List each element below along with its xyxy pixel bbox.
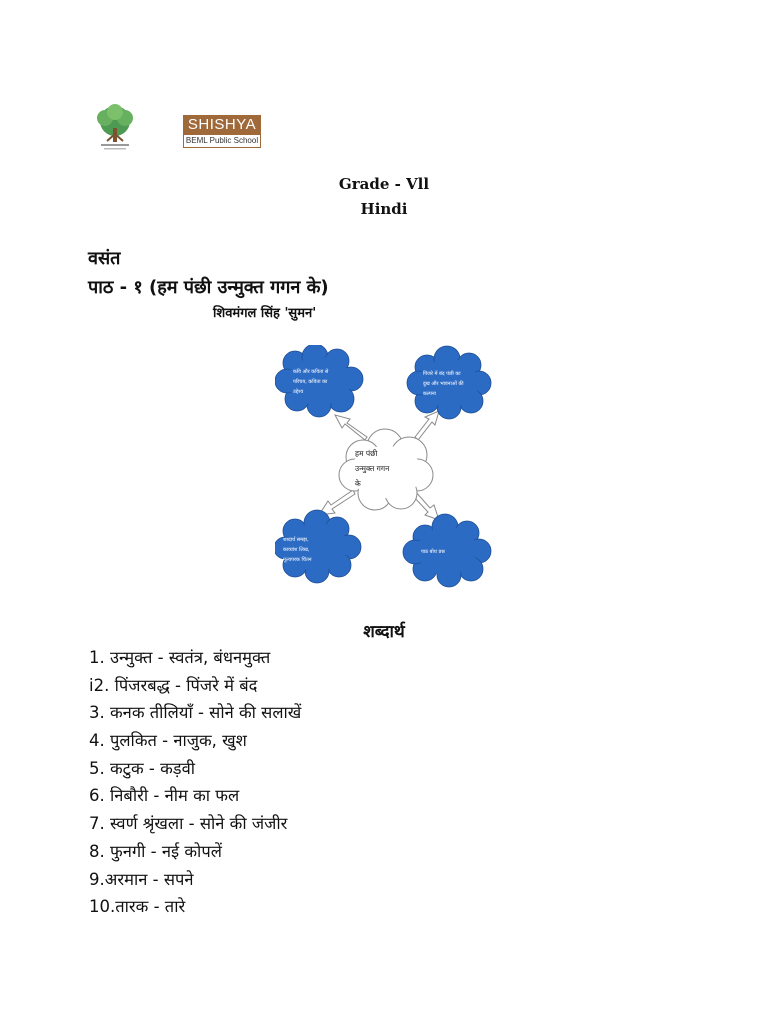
- grade-heading: Grade - Vll: [338, 175, 430, 193]
- lesson-title: पाठ - १ (हम पंछी उन्मुक्त गगन के): [88, 277, 329, 298]
- bubble-bottom-right: [403, 514, 491, 587]
- vocab-item-5: 5. कटुक - कड़वी: [89, 758, 196, 778]
- vocab-title: शब्दार्थ: [363, 622, 405, 642]
- vocab-item-4: 4. पुलकित - नाजुक, खुश: [89, 731, 247, 751]
- bubble-bottom-left-line-2: काव्यांश लिख,: [283, 547, 310, 553]
- vocab-item-8: 8. फुनगी - नई कोपलें: [89, 841, 222, 861]
- arrow-top-right: [415, 411, 439, 440]
- vocab-item-1: 1. उन्मुक्त - स्वतंत्र, बंधनमुक्त: [89, 648, 271, 667]
- shishya-logo: [183, 115, 261, 149]
- bubble-top-right-line-2: दुख और भावनाओं की: [423, 381, 464, 387]
- arrow-top-left: [335, 415, 367, 440]
- center-line-3: के: [355, 479, 361, 488]
- vocab-item-3: 3. कनक तीलियाँ - सोने की सलाखें: [89, 703, 302, 723]
- vocab-item-10: 10.तारक - तारे: [89, 897, 186, 917]
- bubble-bottom-left-line-3: मूल्यपरक चिंतन: [283, 557, 312, 563]
- svg-text:शब्दार्थ समझ, काव्यांश ल: [283, 536, 312, 563]
- shishya-logo-subtitle: BEML Public School: [183, 135, 261, 148]
- tree-logo-icon: [92, 104, 138, 152]
- vocab-item-9: 9.अरमान - सपने: [89, 869, 194, 889]
- poet-name: शिवमंगल सिंह 'सुमन': [213, 306, 317, 321]
- vocab-item-2: i2. पिंजरबद्ध - पिंजरे में बंद: [89, 675, 258, 695]
- center-line-1: हम पंछी: [355, 449, 378, 458]
- bubble-bottom-right-line-1: पाठ बोध प्रश्न: [421, 549, 445, 555]
- book-title: वसंत: [88, 248, 121, 269]
- bubble-top-left-line-1: कवि और कविता से: [293, 369, 329, 375]
- mind-map-diagram: [275, 345, 493, 598]
- subject-heading: Hindi: [360, 200, 408, 218]
- svg-text:पाठ बोध प्रश्न: [421, 548, 445, 555]
- bubble-top-left-line-3: उद्देश्य: [293, 389, 304, 395]
- bubble-top-left-line-2: परिचय, कविता का: [293, 379, 328, 385]
- bubble-top-right-line-1: पिंजरे में बंद पंछी का: [423, 371, 461, 377]
- vocab-item-7: 7. स्वर्ण श्रृंखला - सोने की जंजीर: [89, 814, 288, 834]
- vocab-list: [89, 644, 301, 921]
- vocab-item-6: 6. निबौरी - नीम का फल: [89, 786, 240, 806]
- bubble-top-right-line-3: कल्पना: [423, 391, 436, 397]
- center-line-2: उन्मुक्त गगन: [355, 464, 390, 473]
- arrow-bottom-left: [319, 490, 355, 515]
- shishya-logo-name: SHISHYA: [183, 115, 261, 135]
- bubble-bottom-left-line-1: शब्दार्थ समझ,: [283, 537, 309, 543]
